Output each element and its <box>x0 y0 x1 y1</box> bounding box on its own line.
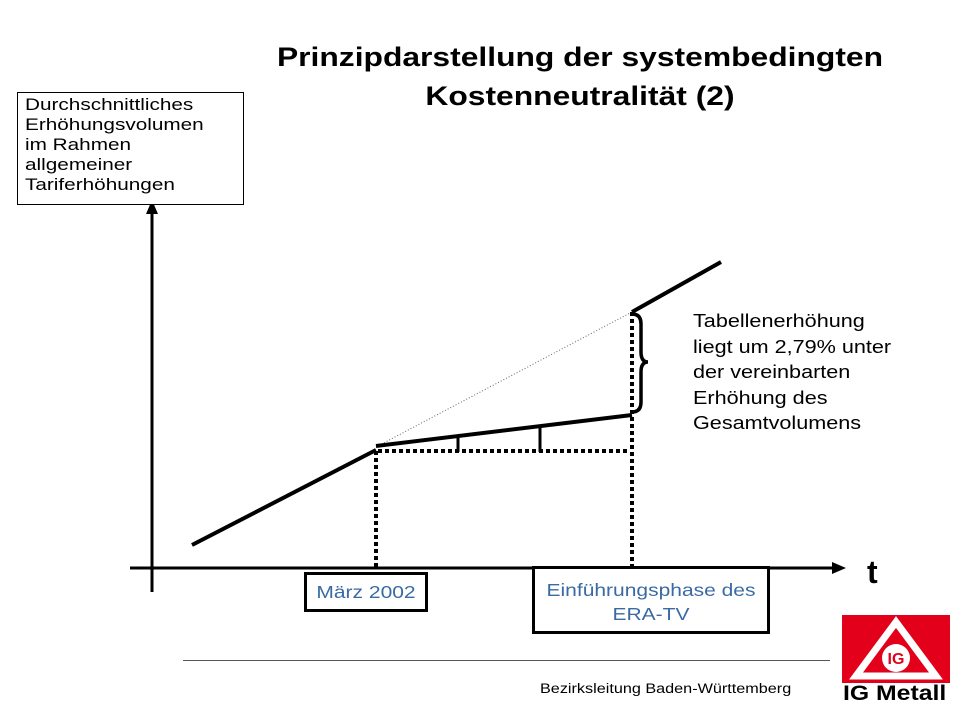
gap-annotation-line-1: Tabellenerhöhung <box>693 311 865 331</box>
era-introduction-label-line-1: Einführungsphase des <box>546 580 756 600</box>
gap-annotation-line-5: Gesamtvolumens <box>693 413 862 433</box>
logo-wordmark: IG Metall <box>843 682 947 705</box>
era-introduction-label-line-2: ERA-TV <box>612 604 690 624</box>
ig-metall-logo <box>842 615 950 705</box>
y-axis-label-line-2: Erhöhungsvolumen <box>25 115 204 134</box>
ig-metall-emblem-icon <box>842 615 950 683</box>
title-line-1: Prinzipdarstellung der systembedingten <box>276 42 884 72</box>
y-axis-label-line-1: Durchschnittliches <box>25 95 194 114</box>
era-introduction-marker <box>532 566 770 634</box>
x-axis-label: t <box>867 554 878 590</box>
total-volume-extrapolation-line <box>376 312 632 447</box>
table-increase-line <box>376 415 632 446</box>
footer-text: Bezirksleitung Baden-Württemberg <box>540 681 792 696</box>
gap-annotation <box>693 309 891 437</box>
logo-emblem-letters: IG <box>887 651 905 668</box>
slide-title <box>230 38 930 116</box>
march-2002-marker <box>304 572 428 612</box>
volume-line-before-march-2002 <box>192 450 376 545</box>
x-axis-arrowhead <box>832 562 846 574</box>
march-2002-label: März 2002 <box>316 582 416 602</box>
y-axis-label-line-3: im Rahmen <box>25 135 132 154</box>
gap-annotation-line-3: der vereinbarten <box>693 362 851 382</box>
y-axis-label-line-5: Tariferhöhungen <box>25 175 175 194</box>
footer-divider <box>183 660 830 661</box>
y-axis-label-box <box>17 92 244 205</box>
gap-brace <box>632 314 648 412</box>
gap-annotation-line-2: liegt um 2,79% unter <box>693 336 892 357</box>
y-axis-label-line-4: allgemeiner <box>25 155 133 174</box>
title-line-2: Kostenneutralität (2) <box>425 81 735 111</box>
y-axis-label <box>25 95 204 195</box>
volume-line-after-introduction <box>632 262 721 312</box>
gap-annotation-line-4: Erhöhung des <box>693 387 828 408</box>
